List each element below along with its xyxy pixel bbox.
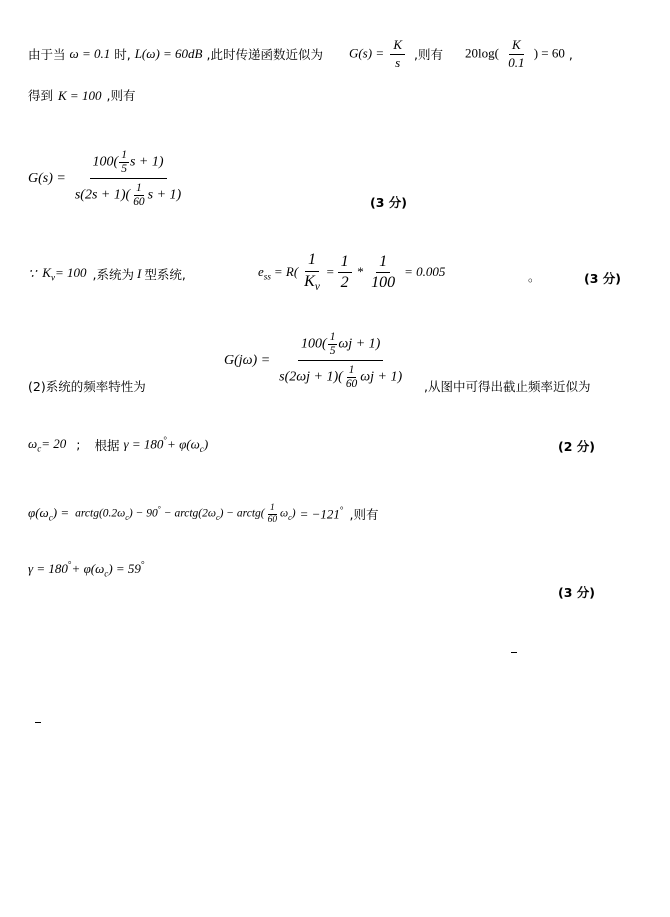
fraction-denominator bbox=[276, 361, 405, 390]
fraction-one-fifth bbox=[119, 149, 129, 175]
math-subscript: c bbox=[104, 568, 109, 579]
math-subscript: v bbox=[314, 280, 320, 293]
document-content bbox=[28, 38, 642, 771]
equation-Gs-full bbox=[28, 149, 187, 209]
num-part-a: 100( bbox=[92, 154, 119, 170]
fraction-denominator bbox=[301, 272, 323, 294]
equation-log-prefix: 20log( bbox=[465, 45, 499, 61]
expr-part-c-tail: ) bbox=[291, 507, 296, 520]
line-omega-c bbox=[28, 435, 208, 454]
text-segment: ,此时传递函数近似为 bbox=[206, 46, 323, 62]
math-omega-c bbox=[28, 436, 66, 454]
num-part-a: 100( bbox=[301, 336, 327, 352]
equation-multiply: * bbox=[356, 264, 364, 280]
math-K-equals-100: K = 100 bbox=[58, 87, 102, 103]
paragraph-frequency-response bbox=[28, 331, 642, 423]
den-part-b: ωj + 1) bbox=[360, 369, 403, 385]
fraction-one-sixtieth bbox=[266, 503, 279, 525]
equation-Gjw bbox=[224, 331, 408, 391]
fraction-denominator: 0.1 bbox=[508, 54, 525, 70]
fraction-denominator bbox=[511, 653, 517, 654]
expr-part-b-tail: ) − arctg( bbox=[219, 507, 265, 520]
fraction-denominator: 60 bbox=[267, 514, 278, 525]
math-e: e bbox=[258, 263, 264, 279]
fraction-numerator: 1 bbox=[305, 251, 319, 271]
equation-gamma-result bbox=[28, 559, 145, 578]
equation-filter-tf bbox=[508, 651, 520, 654]
paragraph-derivation-1 bbox=[28, 38, 642, 71]
math-omega: ω bbox=[28, 435, 38, 451]
equation-Gs-approx bbox=[349, 38, 408, 71]
math-degree: ° bbox=[67, 559, 72, 570]
fraction-one-sixtieth bbox=[344, 364, 359, 390]
math-subscript: c bbox=[288, 512, 292, 522]
fraction-denominator: 5 bbox=[329, 344, 336, 357]
math-subscript: c bbox=[48, 512, 53, 523]
equation-ess-lhs bbox=[258, 264, 271, 282]
equation-motor-tf bbox=[32, 713, 44, 729]
math-degree: ° bbox=[157, 504, 161, 514]
fraction-numerator bbox=[90, 149, 167, 179]
fraction-numerator: 1 bbox=[329, 331, 336, 344]
text-segment: 根据 bbox=[94, 437, 120, 453]
fraction-denominator: 2 bbox=[340, 273, 349, 291]
expr-part-b: − arctg(2ω bbox=[160, 507, 216, 520]
fraction-denominator: s bbox=[395, 54, 401, 70]
equation-equals: = bbox=[325, 264, 335, 280]
fraction-one-fifth bbox=[328, 331, 338, 357]
math-subscript: c bbox=[37, 443, 42, 454]
equation-arctg-expression bbox=[75, 503, 295, 525]
fraction-main bbox=[276, 331, 405, 391]
math-Kv bbox=[42, 265, 86, 283]
fraction-main bbox=[72, 149, 184, 209]
equation-result: = 0.005 bbox=[404, 264, 446, 280]
math-tail: ) = bbox=[52, 505, 70, 521]
text-segment: 由于当 bbox=[28, 46, 66, 62]
num-part-b: ωj + 1) bbox=[338, 336, 381, 352]
equation-phase bbox=[28, 503, 379, 525]
equation-lhs: G(jω) = bbox=[224, 352, 271, 368]
equation-log-tail: ) = 60 bbox=[533, 45, 565, 61]
math-degree: ° bbox=[140, 559, 145, 570]
fraction-one-sixtieth bbox=[131, 182, 146, 208]
text-segment: ,从图中可得出截止频率近似为 bbox=[424, 379, 591, 395]
den-part-a: s(2ωj + 1)( bbox=[279, 369, 343, 385]
math-tail: ) bbox=[203, 436, 209, 452]
fraction-denominator bbox=[72, 179, 184, 208]
text-segment: ,则有 bbox=[349, 507, 379, 523]
fraction-denominator: 60 bbox=[133, 196, 145, 209]
text-period: 。 bbox=[528, 269, 541, 285]
score-marker: (3 分) bbox=[370, 195, 407, 211]
text-segment: ,则有 bbox=[414, 46, 444, 62]
fraction-denominator: 60 bbox=[345, 378, 358, 391]
equation-lhs: G(s) = bbox=[348, 45, 385, 61]
fraction-K-over-s bbox=[390, 38, 405, 71]
fraction-numerator: 1 bbox=[121, 149, 127, 162]
math-degree: ° bbox=[163, 435, 168, 446]
math-L-omega-value: L(ω) = 60dB bbox=[134, 46, 203, 62]
math-rest: = 20 bbox=[41, 435, 67, 451]
fraction-numerator bbox=[298, 331, 383, 361]
text-comma: , bbox=[568, 46, 573, 62]
question-1-line-2 bbox=[28, 713, 54, 729]
math-mid: + φ(ω bbox=[71, 560, 105, 576]
paragraph-gamma-definition bbox=[28, 433, 642, 463]
text-segment: (2)系统的频率特性为 bbox=[28, 379, 146, 395]
symbol-because: ∵ bbox=[28, 266, 37, 282]
equation-ess-eq: = R( bbox=[273, 264, 299, 280]
math-K: K bbox=[42, 265, 51, 281]
math-degree: ° bbox=[339, 505, 344, 516]
question-1 bbox=[28, 651, 642, 771]
text-segment: ,系统为 bbox=[92, 267, 135, 283]
fraction-numerator: 1 bbox=[348, 364, 355, 377]
fraction-1-over-2 bbox=[338, 253, 352, 293]
text-segment: 时, bbox=[114, 46, 131, 62]
math-system-type: I bbox=[137, 266, 142, 282]
fraction-numerator: 1 bbox=[376, 253, 390, 273]
fraction-1-over-Kv bbox=[301, 251, 323, 293]
line-Kv bbox=[28, 265, 186, 283]
math-subscript: c bbox=[199, 444, 204, 455]
math-subscript: ss bbox=[263, 271, 271, 282]
equation-block-Gs bbox=[28, 131, 642, 221]
paragraph-steady-state-error bbox=[28, 243, 642, 301]
math-rest: + φ(ω bbox=[167, 436, 200, 452]
equation-gamma bbox=[28, 559, 145, 579]
text-segment: ,则有 bbox=[106, 88, 136, 104]
equation-lhs bbox=[28, 505, 69, 523]
math-subscript: c bbox=[125, 512, 129, 522]
score-marker: (3 分) bbox=[584, 271, 621, 287]
math-omega-value: ω = 0.1 bbox=[69, 46, 111, 62]
result-value: = −121 bbox=[299, 506, 340, 522]
fraction-numerator: 1 bbox=[136, 182, 142, 195]
math-tail: ) = 59 bbox=[108, 560, 141, 576]
equation-lhs: G(s) = bbox=[28, 170, 66, 186]
math-gamma: γ = 180 bbox=[28, 560, 68, 576]
math-phi: φ(ω bbox=[28, 505, 49, 521]
fraction-K2-over-sT2s1 bbox=[35, 721, 41, 724]
num-part-b: s + 1) bbox=[129, 154, 164, 170]
fraction-1-over-T1s1 bbox=[511, 651, 517, 654]
fraction-numerator: 1 bbox=[269, 503, 275, 514]
den-part-b: s + 1) bbox=[147, 187, 182, 203]
paragraph-derivation-2 bbox=[28, 89, 642, 103]
text-separator: ; bbox=[76, 437, 81, 453]
paragraph-phase-calc bbox=[28, 499, 642, 533]
fraction-numerator: K bbox=[390, 38, 405, 55]
equation-ess bbox=[258, 251, 445, 293]
paragraph-gamma-result bbox=[28, 557, 642, 601]
score-marker: (2 分) bbox=[558, 439, 595, 455]
text-segment: 型系统, bbox=[144, 267, 186, 283]
math-rest: = 100 bbox=[55, 265, 87, 281]
equation-20log bbox=[465, 38, 565, 71]
fraction-denominator: 5 bbox=[121, 162, 127, 175]
fraction-denominator: 100 bbox=[371, 273, 396, 291]
equation-phase-result bbox=[300, 505, 344, 522]
expr-part-a-tail: ) − 90 bbox=[128, 507, 158, 520]
den-part-a: s(2s + 1)( bbox=[74, 187, 131, 203]
fraction-K-over-0.1 bbox=[505, 38, 527, 71]
fraction-1-over-100 bbox=[368, 253, 398, 293]
math-gamma-formula bbox=[124, 435, 209, 454]
fraction-numerator: 1 bbox=[338, 253, 352, 273]
expr-part-c: ω bbox=[280, 507, 289, 520]
expr-part-a: arctg(0.2ω bbox=[75, 507, 126, 520]
score-marker: (3 分) bbox=[558, 585, 595, 601]
math-K: K bbox=[304, 272, 315, 290]
fraction-numerator: K bbox=[509, 38, 524, 55]
math-subscript: c bbox=[216, 512, 220, 522]
math-subscript: v bbox=[50, 272, 55, 283]
fraction-denominator bbox=[35, 723, 41, 724]
text-segment: 得到 bbox=[28, 88, 54, 104]
math-gamma: γ = 180 bbox=[123, 436, 164, 452]
